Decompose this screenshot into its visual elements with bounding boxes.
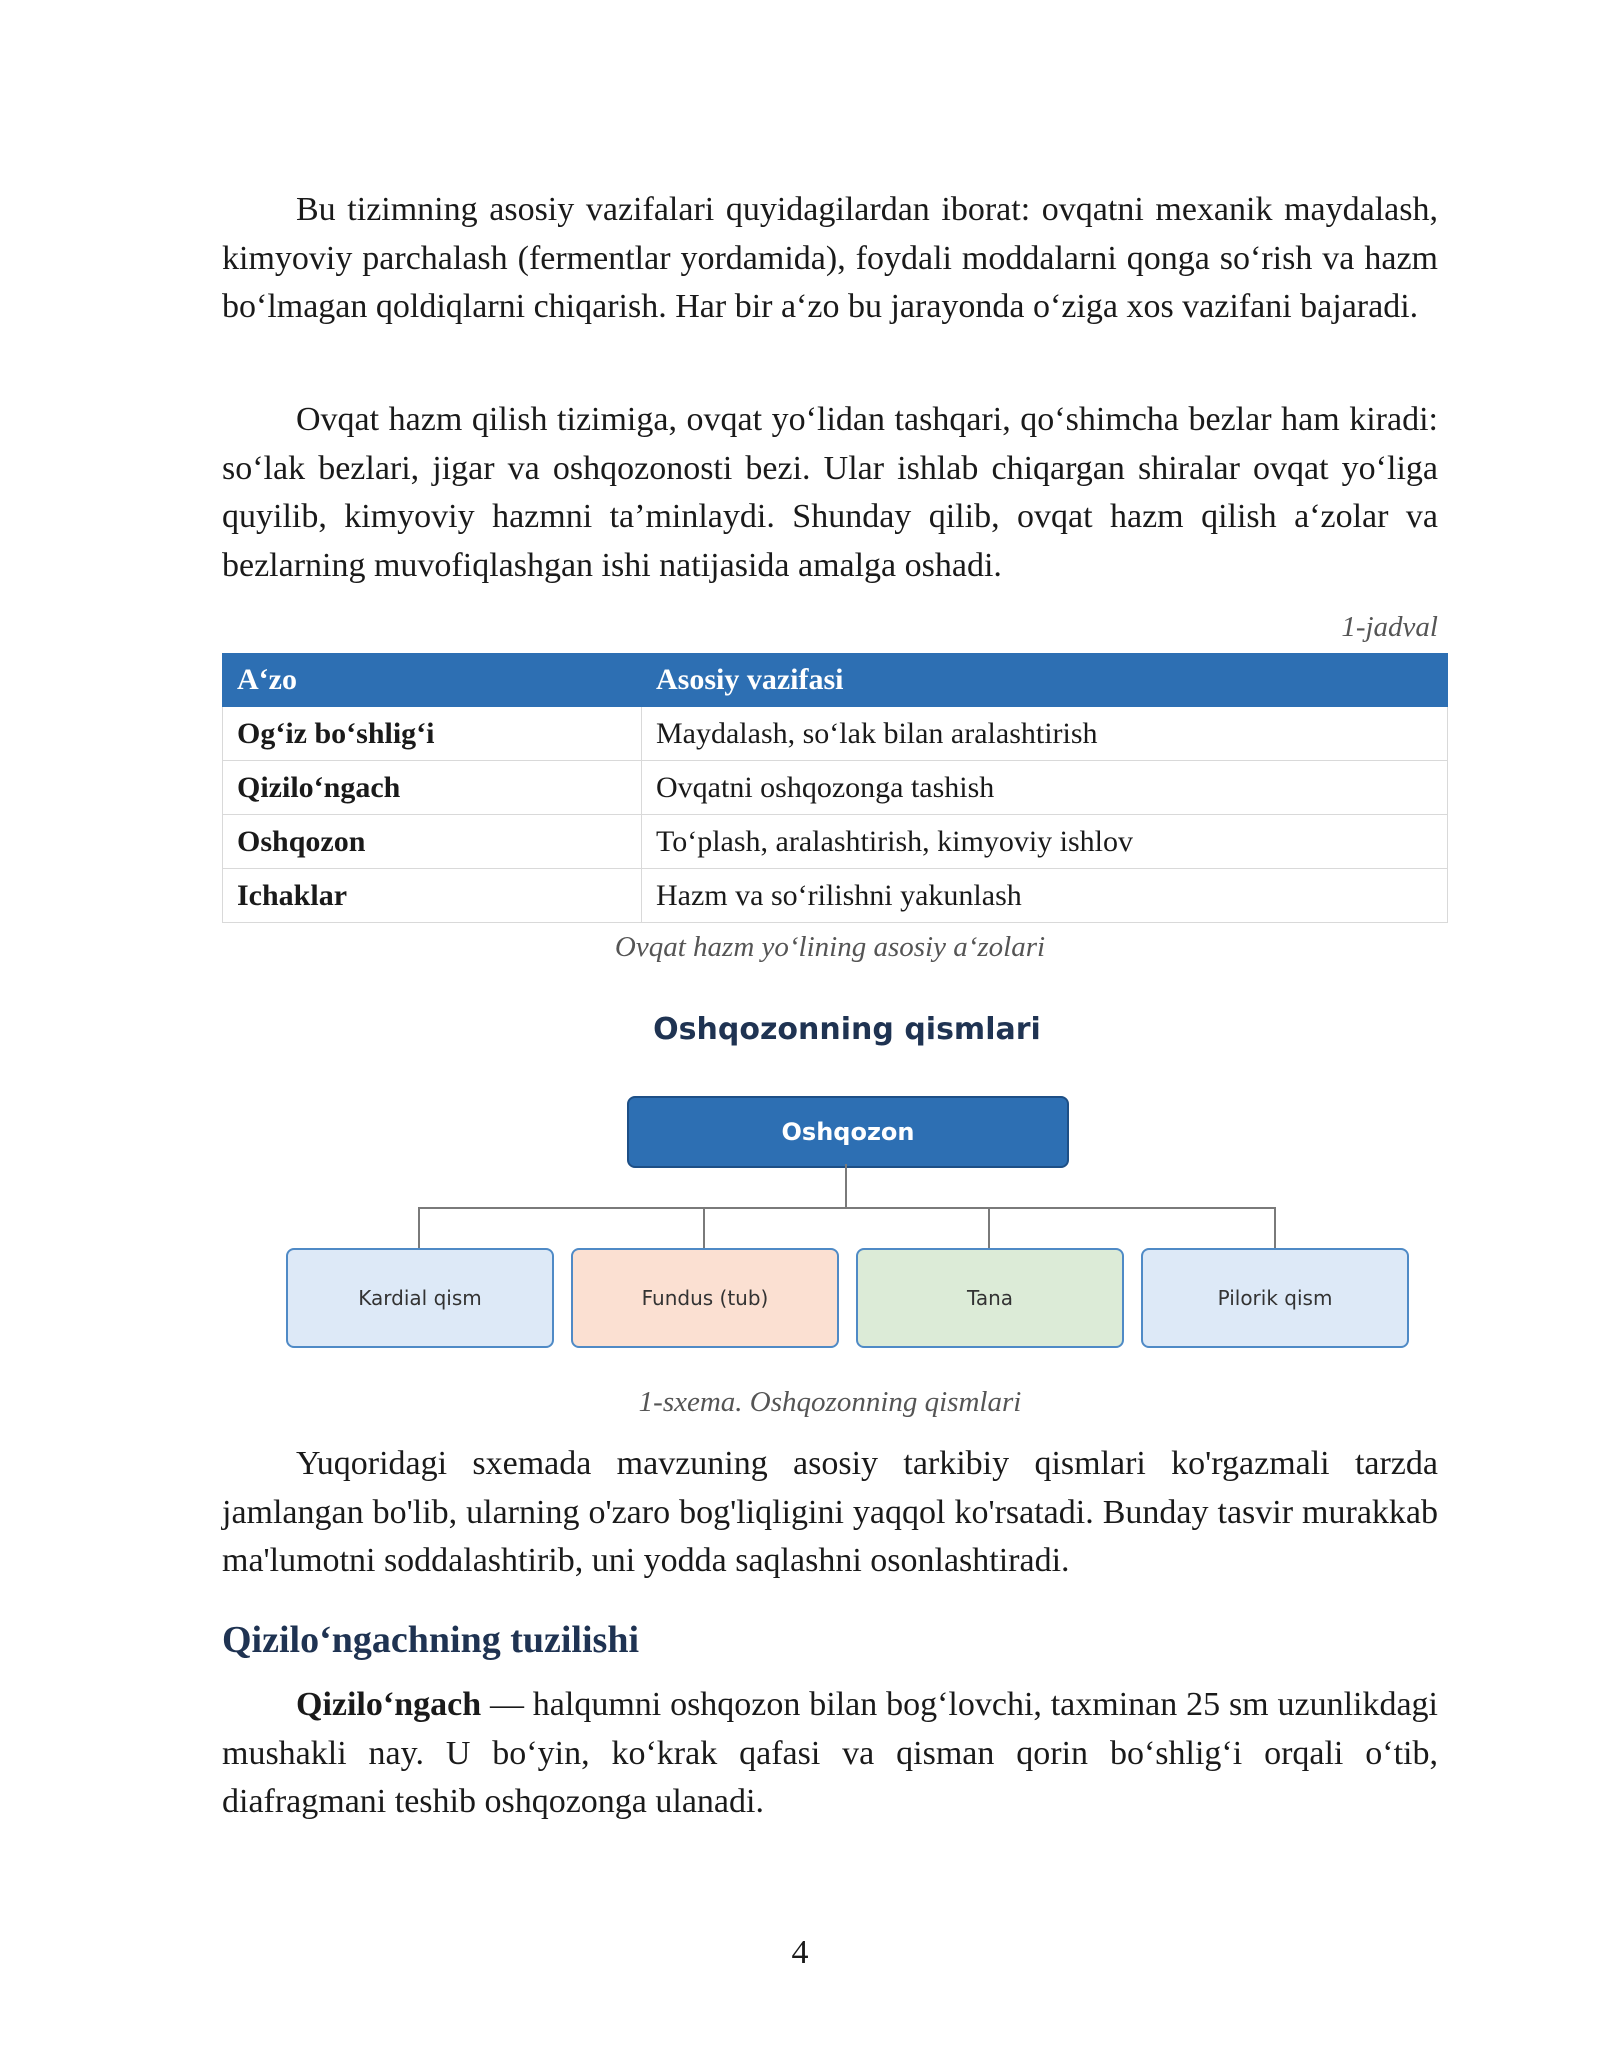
table-cell-function: Hazm va so‘rilishni yakunlash: [642, 869, 1448, 923]
table-caption: Ovqat hazm yo‘lining asosiy a‘zolari: [614, 931, 1046, 963]
table-cell-function: Ovqatni oshqozonga tashish: [642, 761, 1448, 815]
term-esophagus: Qizilo‘ngach: [296, 1686, 482, 1723]
diagram-caption: 1-sxema. Oshqozonning qismlari: [638, 1386, 1022, 1418]
table-header-row: [223, 654, 1448, 707]
table-row: [223, 869, 1448, 923]
table-cell-organ: Ichaklar: [223, 869, 642, 923]
diagram-node-pylorus: Pilorik qism: [1141, 1248, 1409, 1348]
paragraph-accessory-glands: Ovqat hazm qilish tizimiga, ovqat yo‘lidan tashqari, qo‘shimcha bezlar ham kiradi: so‘lak bezlari, jigar va oshqozonosti bezi. Ular ishlab chiqargan shiralar ovqat yo‘liga quyilib, kimyoviy hazmni ta’minlaydi. Shunday qilib, ovqat hazm qilish a‘zolar va bezlarning muvofiqlashgan ishi natijasida amalga oshadi.: [222, 401, 1438, 584]
table-cell-function: To‘plash, aralashtirish, kimyoviy ishlov: [642, 815, 1448, 869]
table-cell-function: Maydalash, so‘lak bilan aralashtirish: [642, 707, 1448, 761]
paragraph-esophagus: [222, 1681, 1438, 1827]
connector-branch: [988, 1207, 990, 1248]
diagram-node-body: Tana: [856, 1248, 1124, 1348]
diagram-title: Oshqozonning qismlari: [653, 1012, 1041, 1047]
table-label: 1-jadval: [1341, 611, 1438, 643]
paragraph-digestive-functions: Bu tizimning asosiy vazifalari quyidagilardan iborat: ovqatni mexanik maydalash, kimyoviy parchalash (fermentlar yordamida), foydali moddalarni qonga so‘rish va hazm bo‘lmagan qoldiqlarni chiqarish. Har bir a‘zo bu jarayonda o‘ziga xos vazifani bajaradi.: [222, 191, 1438, 325]
section-heading: Qizilo‘ngachning tuzilishi: [222, 1619, 640, 1661]
paragraph-esophagus-text: — halqumni oshqozon bilan bog‘lovchi, taxminan 25 sm uzunlikdagi mushakli nay. U bo‘yin, ko‘krak qafasi va qisman qorin bo‘shlig‘i orqali o‘tib, diafragmani teshib oshqozonga ulanadi.: [222, 1686, 1438, 1820]
table-row: [223, 707, 1448, 761]
diagram-node-fundus: Fundus (tub): [571, 1248, 839, 1348]
diagram-root-node: Oshqozon: [627, 1096, 1069, 1168]
organs-table: [222, 653, 1448, 923]
table-row: [223, 815, 1448, 869]
table-row: [223, 761, 1448, 815]
connector-branch: [1274, 1207, 1276, 1248]
table-cell-organ: Qizilo‘ngach: [223, 761, 642, 815]
page-number: 4: [791, 1934, 809, 1971]
table-header-function: Asosiy vazifasi: [642, 654, 1448, 707]
table-cell-organ: Og‘iz bo‘shlig‘i: [223, 707, 642, 761]
table-header-organ: A‘zo: [223, 654, 642, 707]
connector-bar: [418, 1207, 1276, 1209]
connector-trunk: [845, 1164, 847, 1208]
connector-branch: [418, 1207, 420, 1248]
paragraph-diagram-explanation: Yuqoridagi sxemada mavzuning asosiy tarkibiy qismlari ko'rgazmali tarzda jamlangan bo'lib, ularning o'zaro bog'liqligini yaqqol ko'rsatadi. Bunday tasvir murakkab ma'lumotni soddalashtirib, uni yodda saqlashni osonlashtiradi.: [222, 1445, 1438, 1579]
table-cell-organ: Oshqozon: [223, 815, 642, 869]
diagram-node-cardia: Kardial qism: [286, 1248, 554, 1348]
connector-branch: [703, 1207, 705, 1248]
